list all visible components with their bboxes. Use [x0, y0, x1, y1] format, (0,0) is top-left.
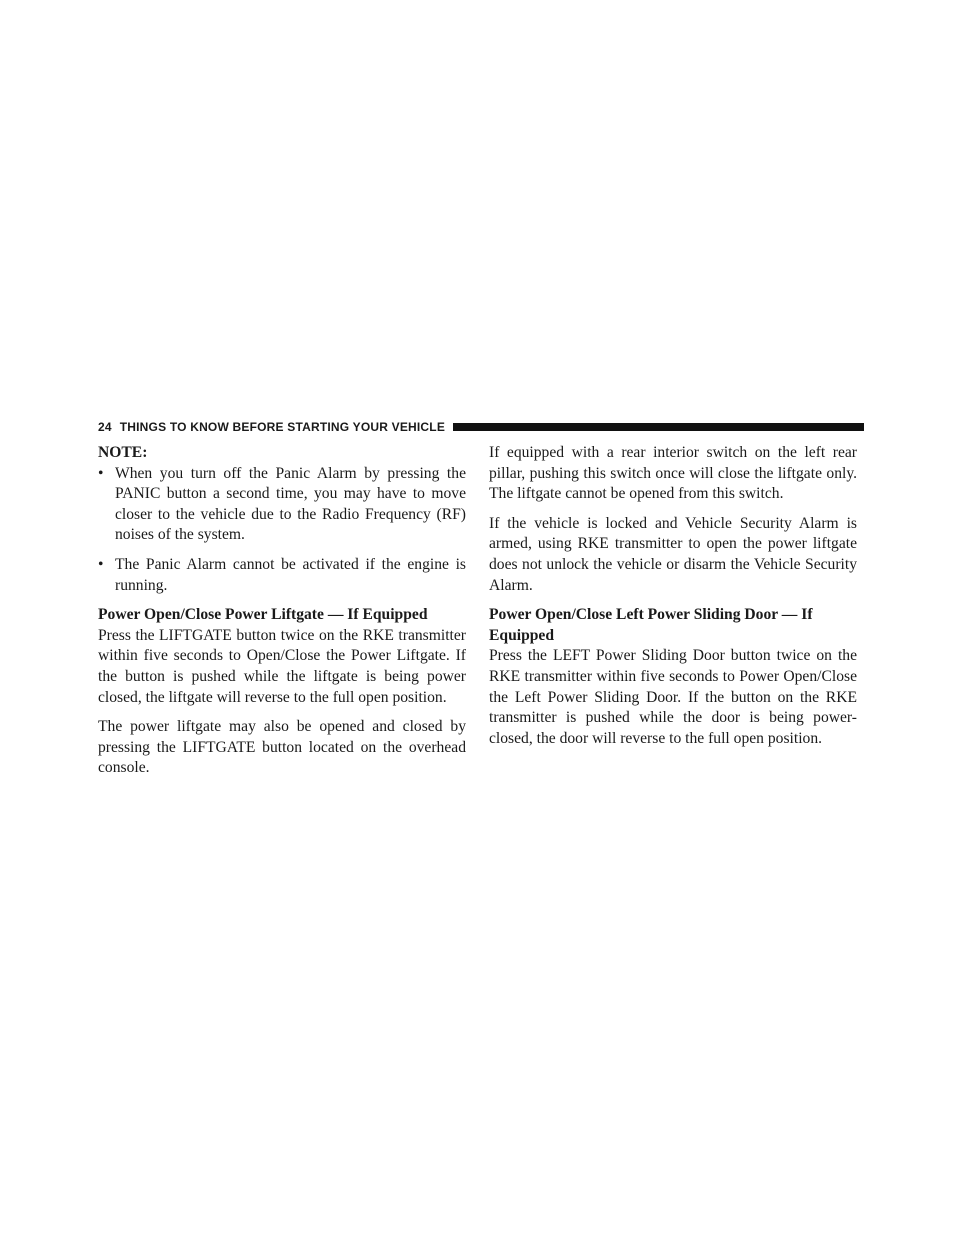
note-label: NOTE: [98, 444, 148, 461]
left-column [98, 443, 466, 779]
right-column [489, 443, 857, 749]
list-item [98, 555, 466, 596]
bullet-text: When you turn off the Panic Alarm by pressing the PANIC button a second time, you may have to move closer to the vehicle due to the Radio Frequency (RF) noises of the system. [115, 464, 466, 544]
liftgate-overhead-paragraph: The power liftgate may also be opened and closed by pressing the LIFTGATE button located on the overhead console. [98, 718, 466, 777]
section-title: THINGS TO KNOW BEFORE STARTING YOUR VEHICLE [119, 420, 446, 434]
list-item [98, 464, 466, 546]
liftgate-heading: Power Open/Close Power Liftgate — If Equipped [98, 606, 428, 624]
page-number: 24 [98, 420, 112, 434]
header-rule [453, 423, 864, 431]
bullet-text: The Panic Alarm cannot be activated if the engine is running. [115, 555, 466, 594]
liftgate-paragraph: Press the LIFTGATE button twice on the RKE transmitter within five seconds to Open/Close the Power Liftgate. If the button is pushed while the liftgate is being power closed, the liftgate will reverse to the full open position. [98, 626, 466, 706]
page-header [98, 418, 864, 436]
security-alarm-paragraph: If the vehicle is locked and Vehicle Security Alarm is armed, using RKE transmitter to open the power liftgate does not unlock the vehicle or disarm the Vehicle Security Alarm. [489, 514, 857, 594]
note-bullet-list [98, 464, 466, 597]
sliding-door-heading: Power Open/Close Left Power Sliding Door — If Equipped [489, 606, 813, 644]
rear-switch-paragraph: If equipped with a rear interior switch on the left rear pillar, pushing this switch once will close the liftgate only. The liftgate cannot be opened from this switch. [489, 444, 857, 503]
sliding-door-paragraph: Press the LEFT Power Sliding Door button twice on the RKE transmitter within five seconds to Power Open/Close the Left Power Sliding Door. If the button on the RKE transmitter is pushed while the door is being power-closed, the door will reverse to the full open position. [489, 647, 857, 747]
bullet-icon: • [98, 464, 104, 482]
bullet-icon: • [98, 555, 104, 573]
